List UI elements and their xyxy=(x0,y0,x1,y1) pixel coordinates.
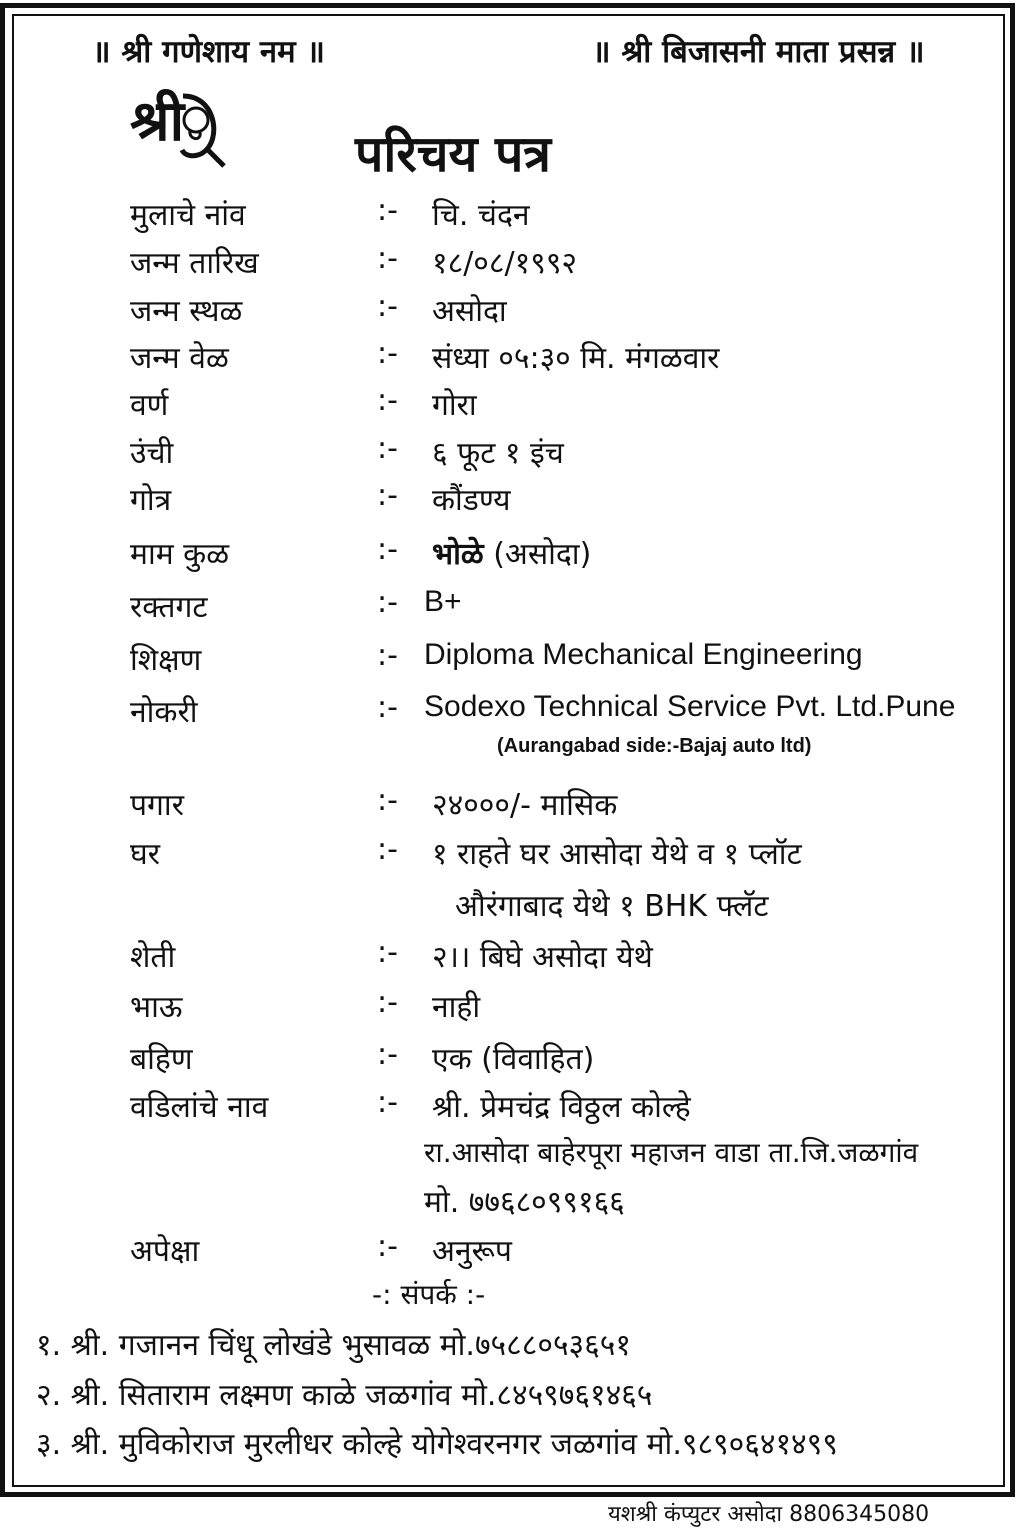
detail-row-father xyxy=(0,1085,1027,1131)
separator: :- xyxy=(377,241,398,276)
detail-value: Sodexo Technical Service Pvt. Ltd.Pune xyxy=(424,690,956,723)
detail-value: कौंडण्य xyxy=(432,483,511,518)
detail-value: संध्या ०५:३० मि. मंगळवार xyxy=(432,341,720,376)
footer-credit: यशश्री कंप्युटर असोदा 8806345080 xyxy=(608,1502,930,1527)
separator: :- xyxy=(377,783,398,818)
detail-label: वडिलांचे नाव xyxy=(130,1090,269,1125)
detail-label: जन्म वेळ xyxy=(130,341,229,376)
detail-value: गोरा xyxy=(432,388,477,423)
separator: :- xyxy=(377,431,398,466)
svg-text:श्री: श्री xyxy=(130,89,185,154)
detail-label: वर्ण xyxy=(130,388,169,423)
detail-row-salary xyxy=(0,783,1027,829)
detail-value: श्री. प्रेमचंद्र विठ्ठल कोल्हे xyxy=(432,1090,691,1125)
bijasani-blessing: ॥ श्री बिजासनी माता प्रसन्न ॥ xyxy=(592,34,925,70)
detail-row-birth-date xyxy=(0,241,1027,287)
detail-label: पगार xyxy=(130,788,184,823)
separator: :- xyxy=(377,383,398,418)
detail-label: शेती xyxy=(130,940,176,975)
detail-value: असोदा xyxy=(432,294,507,329)
detail-label: नोकरी xyxy=(130,695,198,730)
detail-value: B+ xyxy=(424,585,462,618)
detail-row-gotra xyxy=(0,478,1027,524)
father-address: रा.आसोदा बाहेरपूरा महाजन वाडा ता.जि.जळगांव xyxy=(424,1136,919,1169)
detail-value: अनुरूप xyxy=(432,1234,512,1269)
detail-value: नाही xyxy=(432,990,481,1025)
detail-row-brother xyxy=(0,985,1027,1031)
job-note: (Aurangabad side:-Bajaj auto ltd) xyxy=(497,735,812,757)
separator: :- xyxy=(377,935,398,970)
detail-value: Diploma Mechanical Engineering xyxy=(424,638,863,671)
page-title: परिचय पत्र xyxy=(355,125,551,183)
maternal-village: (असोदा) xyxy=(483,537,592,572)
separator: :- xyxy=(377,985,398,1020)
contact-entry: २. श्री. सिताराम लक्ष्मण काळे जळगांव मो.८४५९७६१४६५ xyxy=(36,1378,653,1413)
detail-label: उंची xyxy=(130,436,174,471)
separator: :- xyxy=(377,193,398,228)
father-mobile: मो. ७७६८०९९१६६ xyxy=(424,1185,625,1220)
detail-value xyxy=(432,532,591,573)
detail-row-height xyxy=(0,431,1027,477)
detail-label: मुलाचे नांव xyxy=(130,198,246,233)
detail-value: एक (विवाहित) xyxy=(432,1042,595,1077)
separator: :- xyxy=(377,690,398,725)
detail-label: बहिण xyxy=(130,1042,193,1077)
detail-label: जन्म तारिख xyxy=(130,246,259,281)
maternal-surname: भोळे xyxy=(432,537,484,572)
detail-row-job xyxy=(0,690,1027,736)
detail-label: गोत्र xyxy=(130,483,172,518)
detail-value: १ राहते घर आसोदा येथे व १ प्लॉट xyxy=(432,837,802,872)
shri-ganesh-logo-icon xyxy=(128,78,228,170)
detail-row-maternal-clan xyxy=(0,532,1027,578)
detail-value: २।। बिघे असोदा येथे xyxy=(432,940,653,975)
separator: :- xyxy=(377,336,398,371)
detail-row-name xyxy=(0,193,1027,239)
detail-row-education xyxy=(0,638,1027,684)
contact-entry: १. श्री. गजानन चिंधू लोखंडे भुसावळ मो.७५८८०५३६५१ xyxy=(36,1328,631,1363)
detail-label: अपेक्षा xyxy=(130,1234,200,1269)
detail-row-birth-place xyxy=(0,289,1027,335)
separator: :- xyxy=(377,532,398,567)
detail-row-farm xyxy=(0,935,1027,981)
separator: :- xyxy=(377,478,398,513)
detail-label: घर xyxy=(130,837,160,872)
detail-row-house xyxy=(0,832,1027,878)
detail-value: चि. चंदन xyxy=(432,198,530,233)
ganesh-blessing: ॥ श्री गणेशाय नम ॥ xyxy=(92,34,325,70)
detail-label: जन्म स्थळ xyxy=(130,294,243,329)
detail-value: १८/०८/१९९२ xyxy=(432,246,578,281)
detail-value: २४०००/- मासिक xyxy=(432,788,618,823)
detail-row-complexion xyxy=(0,383,1027,429)
detail-label: रक्तगट xyxy=(130,590,208,625)
separator: :- xyxy=(377,832,398,867)
detail-label: शिक्षण xyxy=(130,643,202,678)
detail-label: भाऊ xyxy=(130,990,183,1025)
detail-label: माम कुळ xyxy=(130,537,230,572)
detail-row-expectation xyxy=(0,1229,1027,1275)
contact-heading: -: संपर्क :- xyxy=(372,1278,486,1311)
contact-entry: ३. श्री. मुविकोराज मुरलीधर कोल्हे योगेश्वरनगर जळगांव मो.९८९०६४१४९९ xyxy=(36,1427,838,1462)
detail-value: ६ फूट १ इंच xyxy=(432,436,564,471)
separator: :- xyxy=(377,1037,398,1072)
separator: :- xyxy=(377,1085,398,1120)
detail-row-sister xyxy=(0,1037,1027,1083)
separator: :- xyxy=(377,289,398,324)
separator: :- xyxy=(377,585,398,620)
house-continuation: औरंगाबाद येथे १ BHK फ्लॅट xyxy=(455,889,769,924)
separator: :- xyxy=(377,638,398,673)
detail-row-birth-time xyxy=(0,336,1027,382)
detail-row-blood-group xyxy=(0,585,1027,631)
separator: :- xyxy=(377,1229,398,1264)
